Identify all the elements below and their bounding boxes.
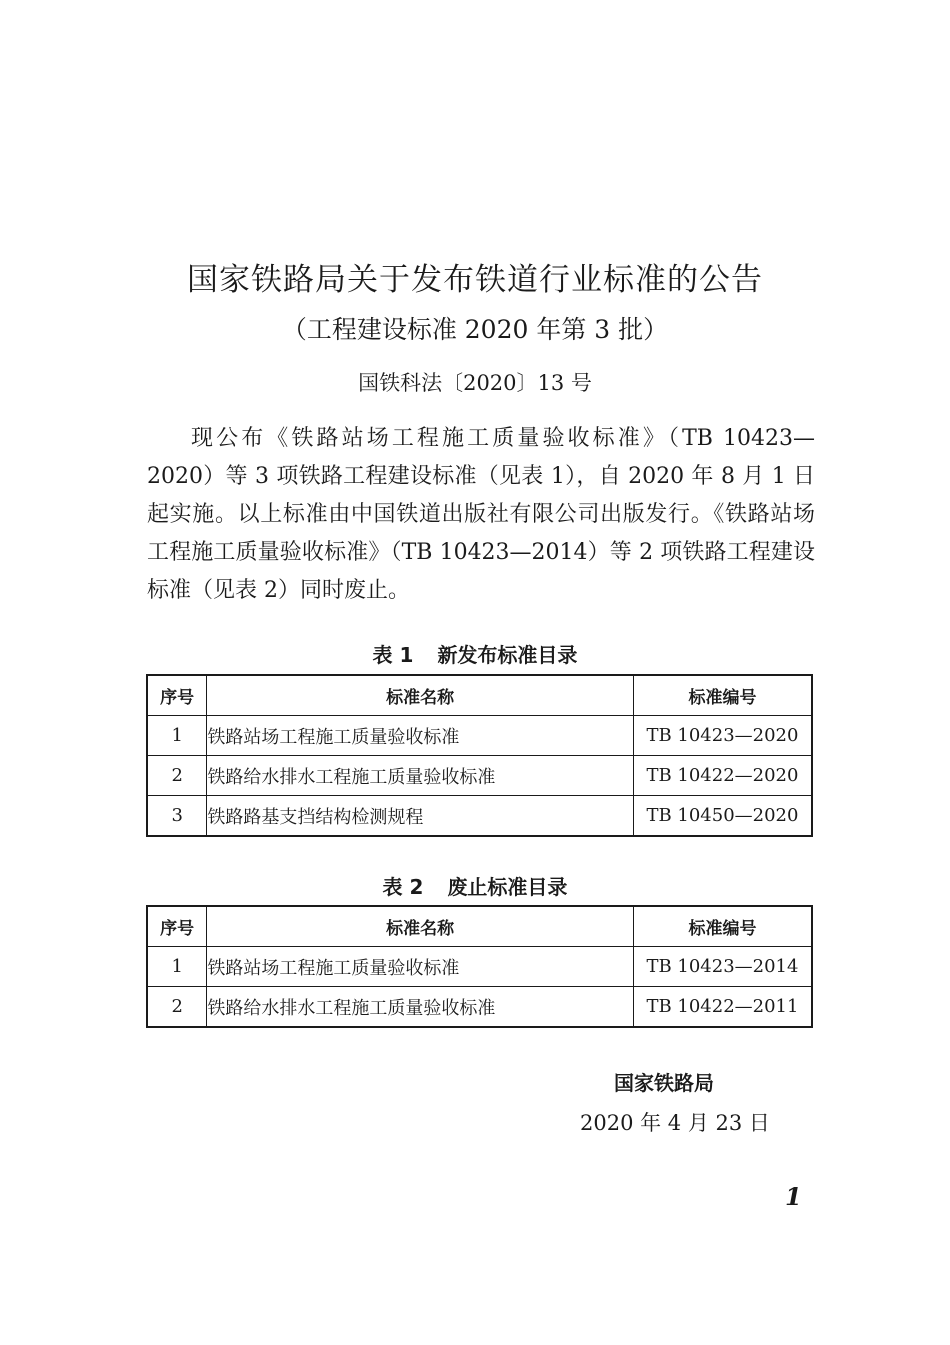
table2-caption xyxy=(0,872,950,902)
table-row xyxy=(147,716,812,756)
table-row xyxy=(147,947,812,987)
row-standard-code: TB 10423—2020 xyxy=(633,716,812,756)
issue-date: 2020 年 4 月 23 日 xyxy=(580,1111,770,1135)
table1-caption-title: 新发布标准目录 xyxy=(437,643,578,667)
row-index: 2 xyxy=(147,987,207,1028)
announcement-body: 现公布《铁路站场工程施工质量验收标准》（TB 10423—2020）等 3 项铁路工程建设标准（见表 1），自 2020 年 8 月 1 日起实施。以上标准由中国铁道出版社有限公司出版发行。《铁路站场工程施工质量验收标准》（TB 10423—2014）等 2 项铁路工程建设标准（见表 2）同时废止。 xyxy=(147,426,815,603)
table-header-row xyxy=(147,675,812,716)
table-row xyxy=(147,987,812,1028)
table2-caption-title: 废止标准目录 xyxy=(447,875,568,899)
document-number: 国铁科法〔2020〕13 号 xyxy=(358,371,592,395)
header-standard-code: 标准编号 xyxy=(633,906,812,947)
header-index: 序号 xyxy=(147,906,207,947)
abolished-standards-table xyxy=(146,905,813,1028)
row-index: 1 xyxy=(147,716,207,756)
table1-caption-label: 表 1 xyxy=(372,643,414,667)
row-index: 3 xyxy=(147,796,207,837)
row-index: 2 xyxy=(147,756,207,796)
row-standard-code: TB 10423—2014 xyxy=(633,947,812,987)
row-standard-name: 铁路站场工程施工质量验收标准 xyxy=(207,716,634,756)
row-standard-code: TB 10422—2011 xyxy=(633,987,812,1028)
row-standard-name: 铁路站场工程施工质量验收标准 xyxy=(207,947,634,987)
announcement-subtitle: （工程建设标准 2020 年第 3 批） xyxy=(281,315,669,344)
row-standard-code: TB 10450—2020 xyxy=(633,796,812,837)
header-standard-name: 标准名称 xyxy=(207,675,634,716)
table-header-row xyxy=(147,906,812,947)
new-standards-table xyxy=(146,674,813,837)
row-standard-name: 铁路给水排水工程施工质量验收标准 xyxy=(207,987,634,1028)
row-standard-code: TB 10422—2020 xyxy=(633,756,812,796)
table2-caption-label: 表 2 xyxy=(382,875,424,899)
issuer-signature: 国家铁路局 xyxy=(614,1071,714,1095)
page-number: 1 xyxy=(785,1182,802,1211)
table-row xyxy=(147,796,812,837)
announcement-title: 国家铁路局关于发布铁道行业标准的公告 xyxy=(187,262,763,298)
table-row xyxy=(147,756,812,796)
header-standard-name: 标准名称 xyxy=(207,906,634,947)
row-index: 1 xyxy=(147,947,207,987)
row-standard-name: 铁路路基支挡结构检测规程 xyxy=(207,796,634,837)
header-standard-code: 标准编号 xyxy=(633,675,812,716)
table1-caption xyxy=(0,640,950,670)
header-index: 序号 xyxy=(147,675,207,716)
row-standard-name: 铁路给水排水工程施工质量验收标准 xyxy=(207,756,634,796)
